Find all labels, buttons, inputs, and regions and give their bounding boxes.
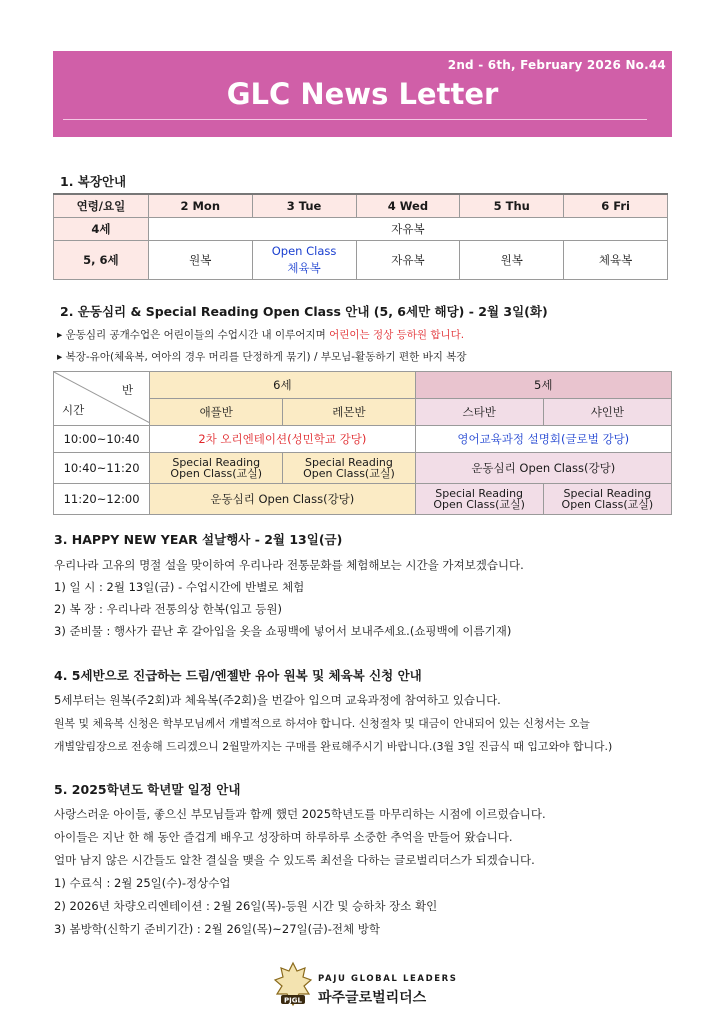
cell <box>283 453 415 484</box>
cell <box>543 484 671 515</box>
col-header: 2 Mon <box>148 194 252 218</box>
list-item: 1) 일 시 : 2월 13일(금) - 수업시간에 반별로 체험 <box>54 580 305 594</box>
banner-divider <box>63 119 647 120</box>
paragraph: 사랑스러운 아이들, 좋으신 부모님들과 함께 했던 2025학년도를 마무리하는 시점에 이르렀습니다. <box>54 807 546 821</box>
cell <box>252 241 356 280</box>
col-header: 6 Fri <box>564 194 668 218</box>
section4-heading: 4. 5세반으로 진급하는 드림/엔젤반 유아 원복 및 체육복 신청 안내 <box>54 668 422 683</box>
section3-heading: 3. HAPPY NEW YEAR 설날행사 - 2월 13일(금) <box>54 532 343 547</box>
list-item: 2) 복 장 : 우리나라 전통의상 한복(입고 등원) <box>54 602 282 616</box>
table-row <box>54 372 672 399</box>
group-header-5: 5세 <box>415 372 671 399</box>
school-logo-icon <box>272 961 314 1009</box>
cell: 영어교육과정 설명회(글로벌 강당) <box>415 426 671 453</box>
cell-line: Special Reading <box>563 487 652 500</box>
table-row <box>54 426 672 453</box>
dress-code-table <box>53 193 668 280</box>
cell-line: Special Reading <box>305 456 393 469</box>
group-header-6: 6세 <box>150 372 415 399</box>
cell-line: 체육복 <box>287 261 321 275</box>
age-cell: 4세 <box>54 218 149 241</box>
issue-date: 2nd - 6th, February 2026 No.44 <box>447 58 666 72</box>
cell: 원복 <box>148 241 252 280</box>
paragraph: 아이들은 지난 한 해 동안 즐겁게 배우고 성장하며 하루하루 소중한 추억을 만들어 왔습니다. <box>54 830 513 844</box>
cell-line: Open Class <box>271 244 337 258</box>
cell: 2차 오리엔테이션(성민학교 강당) <box>150 426 415 453</box>
bullet-text: ▸ 운동심리 공개수업은 어린이들의 수업시간 내 이루어지며 <box>57 329 330 341</box>
time-cell: 10:00~10:40 <box>54 426 150 453</box>
paragraph: 원복 및 체육복 신청은 학부모님께서 개별적으로 하셔야 합니다. 신청절차 및 대금이 안내되어 있는 신청서는 오늘 <box>54 717 590 730</box>
age-cell: 5, 6세 <box>54 241 149 280</box>
cell-line: Open Class(교실) <box>433 498 525 511</box>
cell: 체육복 <box>564 241 668 280</box>
corner-class-label: 반 <box>122 383 134 397</box>
paragraph: 개별알림장으로 전송해 드리겠으니 2월말까지는 구매를 완료해주시기 바랍니다.(3월 3일 진급식 때 입고와야 합니다.) <box>54 740 613 753</box>
list-item: 1) 수료식 : 2월 25일(수)-정상수업 <box>54 876 231 890</box>
cell <box>415 484 543 515</box>
section5-heading: 5. 2025학년도 학년말 일정 안내 <box>54 782 241 797</box>
class-header: 애플반 <box>150 399 283 426</box>
corner-time-label: 시간 <box>62 403 85 417</box>
section2-heading: 2. 운동심리 & Special Reading Open Class 안내 (5, 6세만 해당) - 2월 3일(화) <box>60 304 548 319</box>
section1-heading: 1. 복장안내 <box>60 174 127 189</box>
svg-text:PJGL: PJGL <box>284 996 302 1005</box>
table-row <box>54 194 668 218</box>
cell-line: Open Class(교실) <box>303 467 395 480</box>
col-header: 5 Thu <box>460 194 564 218</box>
paragraph: 우리나라 고유의 명절 설을 맞이하여 우리나라 전통문화를 체험해보는 시간을 가져보겠습니다. <box>54 558 524 572</box>
col-header: 3 Tue <box>252 194 356 218</box>
school-name-en: PAJU GLOBAL LEADERS <box>318 974 458 984</box>
time-cell: 11:20~12:00 <box>54 484 150 515</box>
cell: 자유복 <box>356 241 460 280</box>
newsletter-title: GLC News Letter <box>226 77 499 111</box>
open-class-table <box>53 371 672 515</box>
cell-line: Special Reading <box>172 456 261 469</box>
paragraph: 5세부터는 원복(주2회)과 체육복(주2회)을 번갈아 입으며 교육과정에 참여하고 있습니다. <box>54 693 501 707</box>
bullet-line <box>57 327 464 342</box>
school-name-ko: 파주글로벌리더스 <box>318 990 427 1006</box>
cell-line: Open Class(교실) <box>561 498 654 511</box>
table-row <box>54 453 672 484</box>
cell: 운동심리 Open Class(강당) <box>415 453 671 484</box>
class-header: 스타반 <box>415 399 543 426</box>
class-header: 샤인반 <box>543 399 671 426</box>
bullet-line: ▸ 복장-유아(체육복, 여아의 경우 머리를 단정하게 묶기) / 부모님-활동하기 편한 바지 복장 <box>57 351 467 363</box>
cell-line: Open Class(교실) <box>170 467 263 480</box>
cell-line: Special Reading <box>435 487 524 500</box>
table-row <box>54 241 668 280</box>
list-item: 2) 2026년 차량오리엔테이션 : 2월 26일(목)-등원 시간 및 승하차 장소 확인 <box>54 899 438 913</box>
cell: 원복 <box>460 241 564 280</box>
cell: 운동심리 Open Class(강당) <box>150 484 415 515</box>
list-item: 3) 봄방학(신학기 준비기간) : 2월 26일(목)~27일(금)-전체 방학 <box>54 922 380 936</box>
paragraph: 얼마 남지 않은 시간들도 알찬 결실을 맺을 수 있도록 최선을 다하는 글로벌리더스가 되겠습니다. <box>54 853 535 867</box>
col-header: 연령/요일 <box>54 194 149 218</box>
time-cell: 10:40~11:20 <box>54 453 150 484</box>
table-row <box>54 218 668 241</box>
corner-cell <box>54 372 150 426</box>
cell <box>150 453 283 484</box>
newsletter-banner <box>53 51 672 137</box>
table-row <box>54 484 672 515</box>
col-header: 4 Wed <box>356 194 460 218</box>
cell: 자유복 <box>148 218 667 241</box>
bullet-emphasis: 어린이는 정상 등하원 합니다. <box>329 329 465 341</box>
list-item: 3) 준비물 : 행사가 끝난 후 갈아입을 옷을 쇼핑백에 넣어서 보내주세요.(쇼핑백에 이름기재) <box>54 624 512 638</box>
class-header: 레몬반 <box>283 399 415 426</box>
